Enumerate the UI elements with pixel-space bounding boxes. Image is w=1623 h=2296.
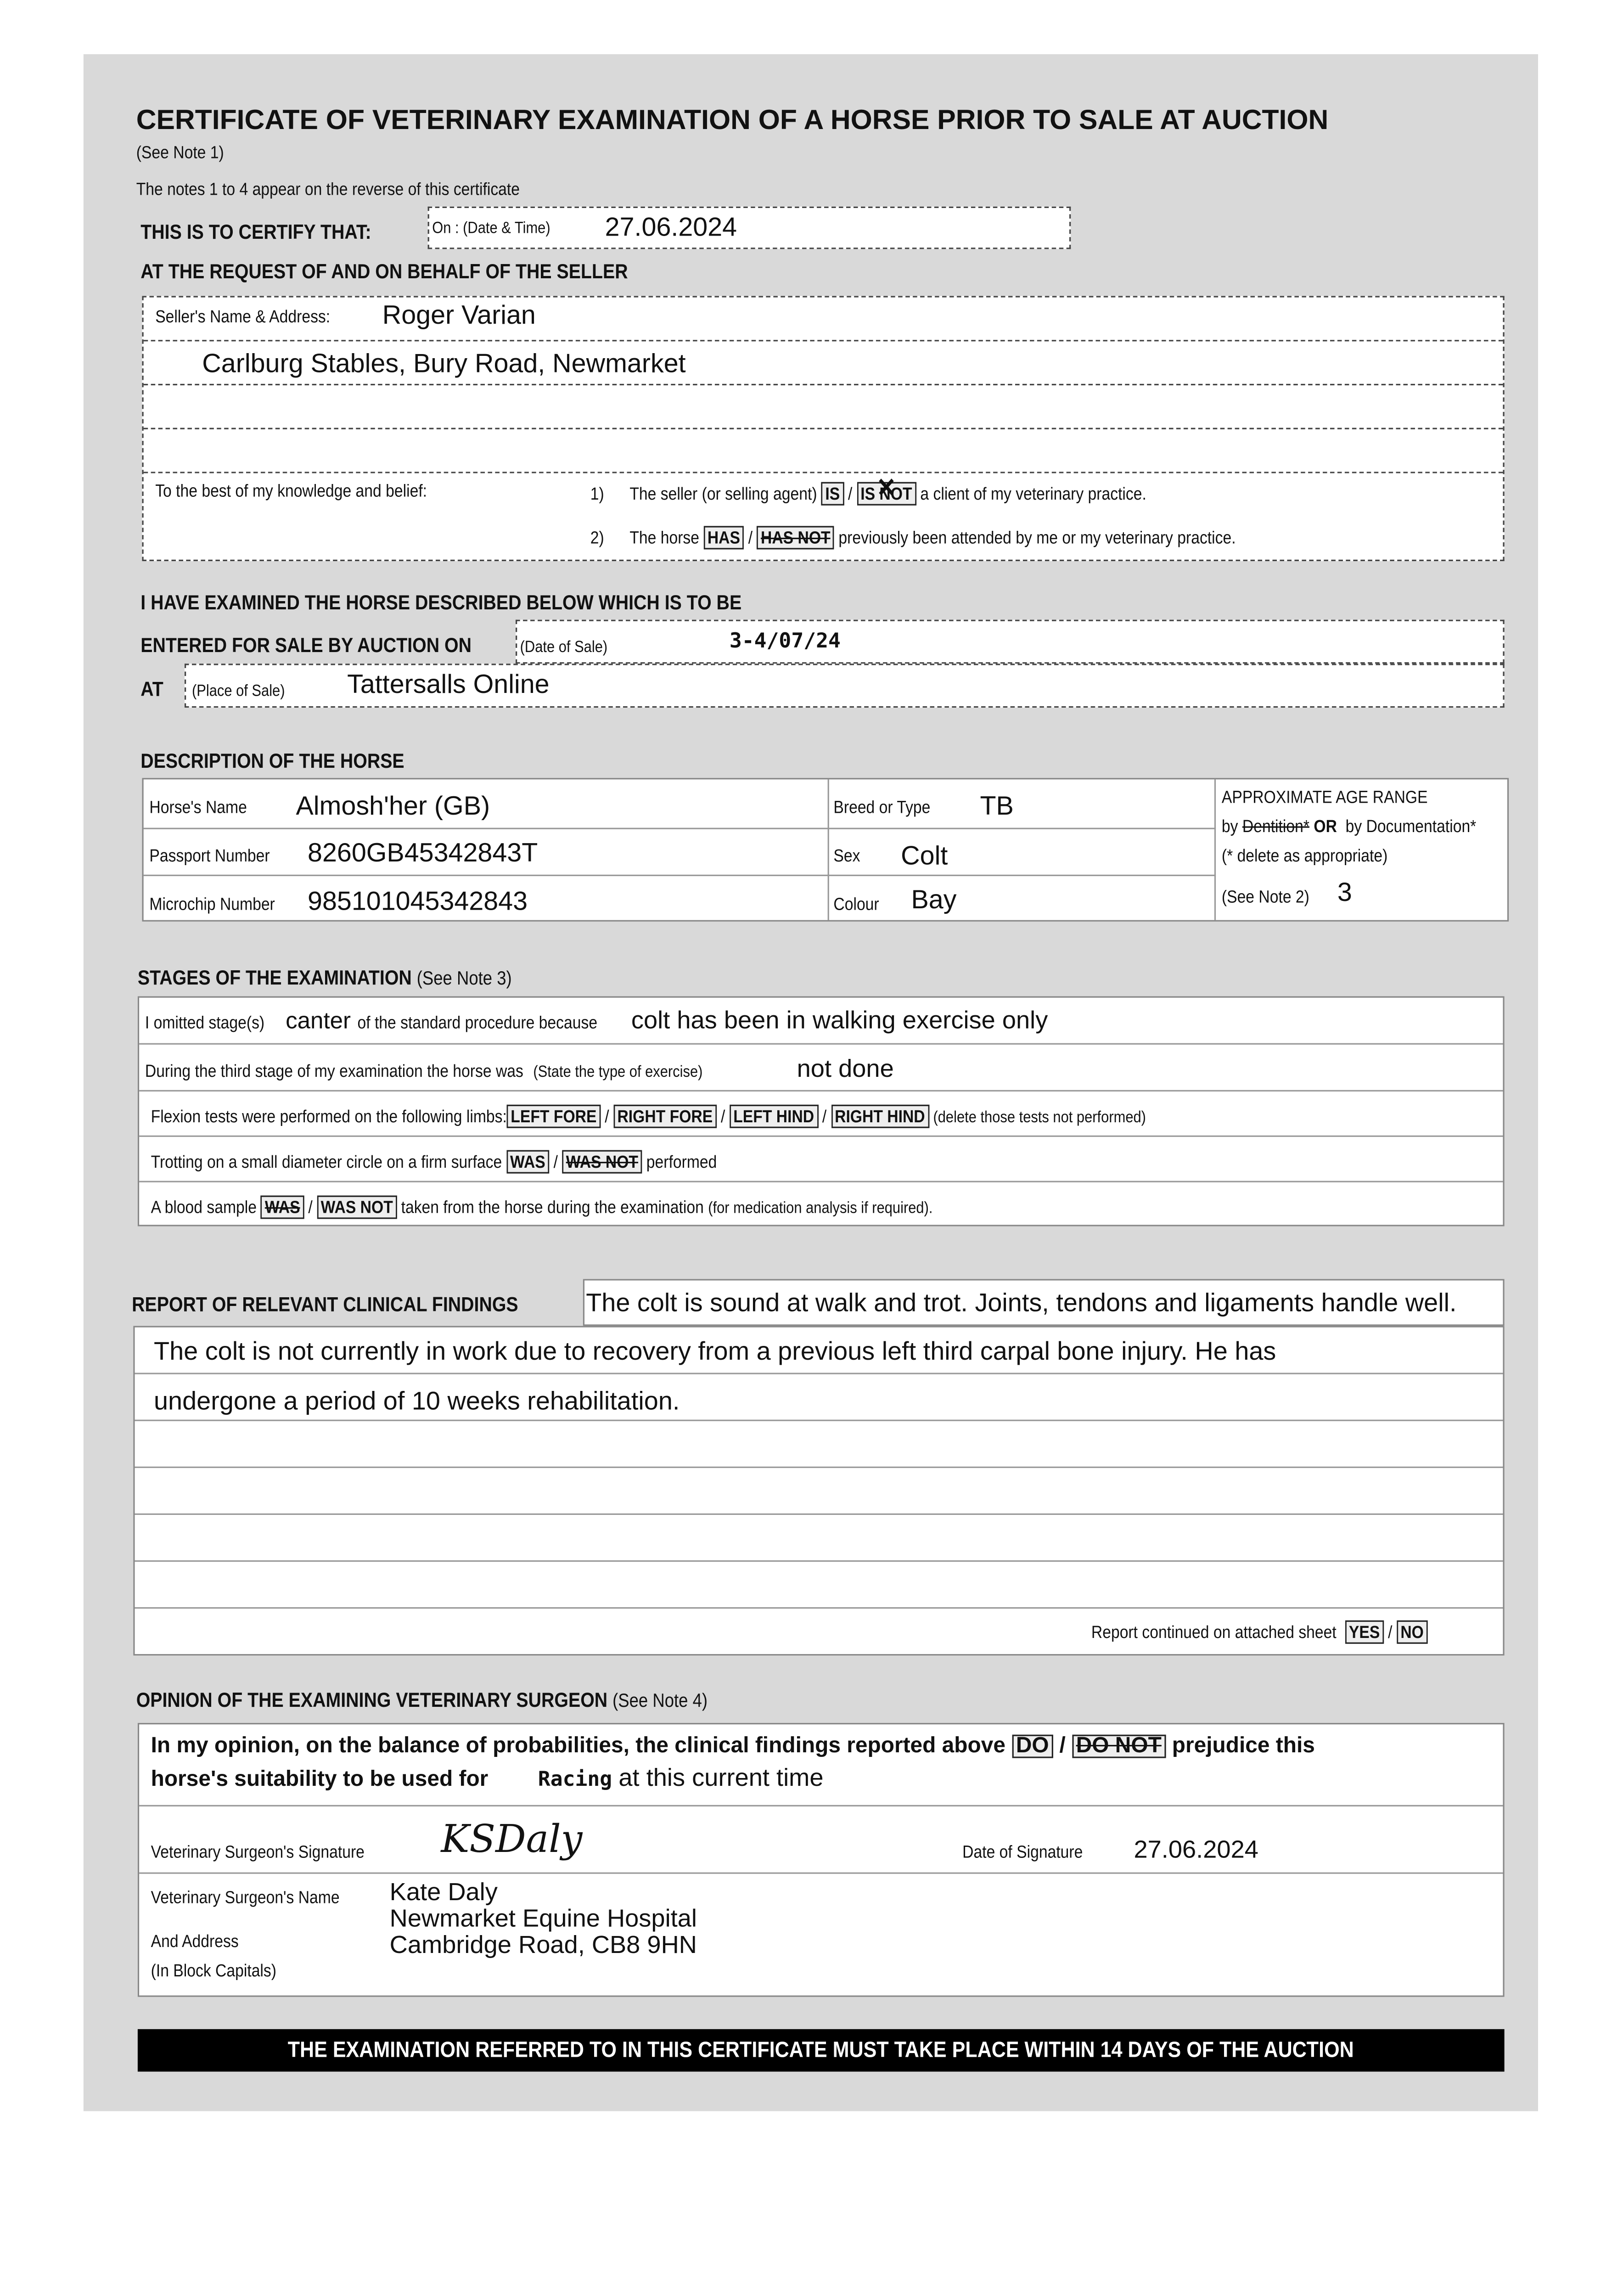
surgeon-address-2: Cambridge Road, CB8 9HN [389,1931,697,1959]
trotting-row: Trotting on a small diameter circle on a firm surface WAS / WAS NOT performed [151,1150,717,1174]
blood-sample-row: A blood sample WAS / WAS NOT taken from the horse during the examination (for medication analysis if required). [151,1195,933,1219]
microchip-label: Microchip Number [149,894,275,914]
report-heading: REPORT OF RELEVANT CLINICAL FINDINGS [132,1292,518,1316]
microchip-number[interactable]: 985101045342843 [308,886,528,916]
horse-name[interactable]: Almosh'her (GB) [296,791,490,821]
flexion-row: Flexion tests were performed on the following limbs: LEFT FORE / RIGHT FORE / LEFT HIND / RIGHT HIND (delete those tests not performed) [151,1105,1146,1128]
was-not-option[interactable]: WAS NOT [562,1150,642,1174]
surgeon-name-label: Veterinary Surgeon's Name [151,1887,340,1908]
place-label: (Place of Sale) [191,682,285,701]
passport-number[interactable]: 8260GB45342843T [308,838,538,867]
age-method: by Dentition* OR by Documentation* [1221,816,1477,837]
report-continued: Report continued on attached sheet YES / NO [1091,1621,1427,1644]
intended-use[interactable]: Racing [538,1768,612,1792]
sex[interactable]: Colt [901,841,948,871]
report-line-1: The colt is sound at walk and trot. Joints, tendons and ligaments handle well. [586,1288,1457,1317]
blood-was-option[interactable]: WAS [261,1195,304,1219]
right-hind-option[interactable]: RIGHT HIND [831,1105,929,1128]
seller-box [142,296,1504,561]
date-label: On : (Date & Time) [432,219,550,237]
seller-label: Seller's Name & Address: [155,306,331,327]
surgeon-address-1: Newmarket Equine Hospital [389,1904,697,1933]
page-title: CERTIFICATE OF VETERINARY EXAMINATION OF A HORSE PRIOR TO SALE AT AUCTION [136,105,1329,136]
yes-option[interactable]: YES [1345,1621,1384,1644]
omitted-reason[interactable]: colt has been in walking exercise only [631,1006,1048,1035]
knowledge-label: To the best of my knowledge and belief: [155,480,427,501]
breed-label: Breed or Type [833,797,931,818]
surgeon-name: Kate Daly [389,1878,498,1906]
report-line-3: undergone a period of 10 weeks rehabilitation. [154,1386,680,1416]
deadline-banner: THE EXAMINATION REFERRED TO IN THIS CERTIFICATE MUST TAKE PLACE WITHIN 14 DAYS OF THE AUCTION [138,2029,1505,2072]
see-note: (See Note 1) [136,142,224,163]
age-heading: APPROXIMATE AGE RANGE [1221,787,1428,807]
omitted-stage-row: I omitted stage(s) canter of the standard procedure because colt has been in walking exercise only [145,1006,1048,1035]
certify-label: THIS IS TO CERTIFY THAT: [140,219,371,243]
no-option[interactable]: NO [1397,1621,1427,1644]
is-not-option-crossed[interactable]: IS NOT ✕ [857,482,916,506]
sale-place-field[interactable] [185,664,1505,708]
colour[interactable]: Bay [911,885,957,914]
opinion-heading: OPINION OF THE EXAMINING VETERINARY SURGEON (See Note 4) [136,1688,708,1711]
sale-place: Tattersalls Online [347,670,550,699]
left-fore-option[interactable]: LEFT FORE [507,1105,601,1128]
third-stage-value[interactable]: not done [797,1055,894,1083]
description-heading: DESCRIPTION OF THE HORSE [140,748,404,772]
seller-name[interactable]: Roger Varian [382,300,536,330]
is-option[interactable]: IS [821,482,844,506]
blood-was-not-option[interactable]: WAS NOT [317,1195,397,1219]
statement-client: 1) The seller (or selling agent) IS / IS NOT ✕ a client of my veterinary practice. [590,482,1146,506]
passport-label: Passport Number [149,845,270,866]
certify-date: 27.06.2024 [605,212,737,242]
breed[interactable]: TB [980,791,1014,821]
left-hind-option[interactable]: LEFT HIND [730,1105,818,1128]
entered-label: ENTERED FOR SALE BY AUCTION ON [140,633,472,657]
surgeon-details[interactable] [390,1880,697,1958]
certify-date-field[interactable] [428,207,1071,249]
sex-label: Sex [833,845,860,866]
horse-description-table [142,778,1509,922]
do-not-option[interactable]: DO NOT [1072,1735,1166,1758]
omitted-stage[interactable]: canter [286,1009,351,1035]
statement-attended: 2) The horse HAS / HAS NOT previously been attended by me or my veterinary practice. [590,526,1236,549]
horse-name-label: Horse's Name [149,797,247,818]
report-box[interactable] [133,1326,1504,1655]
age-value[interactable]: 3 [1337,878,1352,907]
opinion-statement: In my opinion, on the balance of probabilities, the clinical findings reported above DO / DO NOT prejudice this [151,1733,1315,1758]
stages-table [138,996,1505,1227]
age-delete-note: (* delete as appropriate) [1221,845,1388,866]
opinion-box [138,1723,1505,1997]
has-not-option[interactable]: HAS NOT [757,526,834,549]
sale-date-label: (Date of Sale) [520,639,608,657]
block-capitals-label: (In Block Capitals) [151,1960,277,1981]
notes-line: The notes 1 to 4 appear on the reverse of this certificate [136,179,520,199]
signature-label: Veterinary Surgeon's Signature [151,1841,365,1863]
signature-date-label: Date of Signature [962,1841,1083,1863]
opinion-use-line: horse's suitability to be used for Racing at this current time [151,1764,824,1792]
age-see-note: (See Note 2) [1221,886,1309,907]
do-option[interactable]: DO [1011,1735,1053,1758]
has-option[interactable]: HAS [703,526,744,549]
signature-date[interactable]: 27.06.2024 [1134,1835,1258,1864]
seller-address[interactable]: Carlburg Stables, Bury Road, Newmarket [202,349,686,378]
colour-label: Colour [833,894,879,914]
examined-heading: I HAVE EXAMINED THE HORSE DESCRIBED BELOW WHICH IS TO BE [140,590,742,614]
stages-heading: STAGES OF THE EXAMINATION (See Note 3) [137,965,512,989]
was-option[interactable]: WAS [506,1150,550,1174]
sale-date: 3-4/07/24 [729,630,841,653]
third-stage-row: During the third stage of my examination the horse was (State the type of exercise) not done [145,1055,894,1083]
sale-date-field[interactable] [516,620,1505,664]
address-label: And Address [151,1931,239,1952]
request-heading: AT THE REQUEST OF AND ON BEHALF OF THE SELLER [140,259,628,283]
at-label: AT [140,677,163,701]
report-line-1-box[interactable] [583,1279,1505,1326]
right-fore-option[interactable]: RIGHT FORE [613,1105,717,1128]
signature[interactable]: KSDaly [441,1818,583,1863]
report-line-2: The colt is not currently in work due to recovery from a previous left third carpal bone injury. He has [154,1336,1276,1366]
